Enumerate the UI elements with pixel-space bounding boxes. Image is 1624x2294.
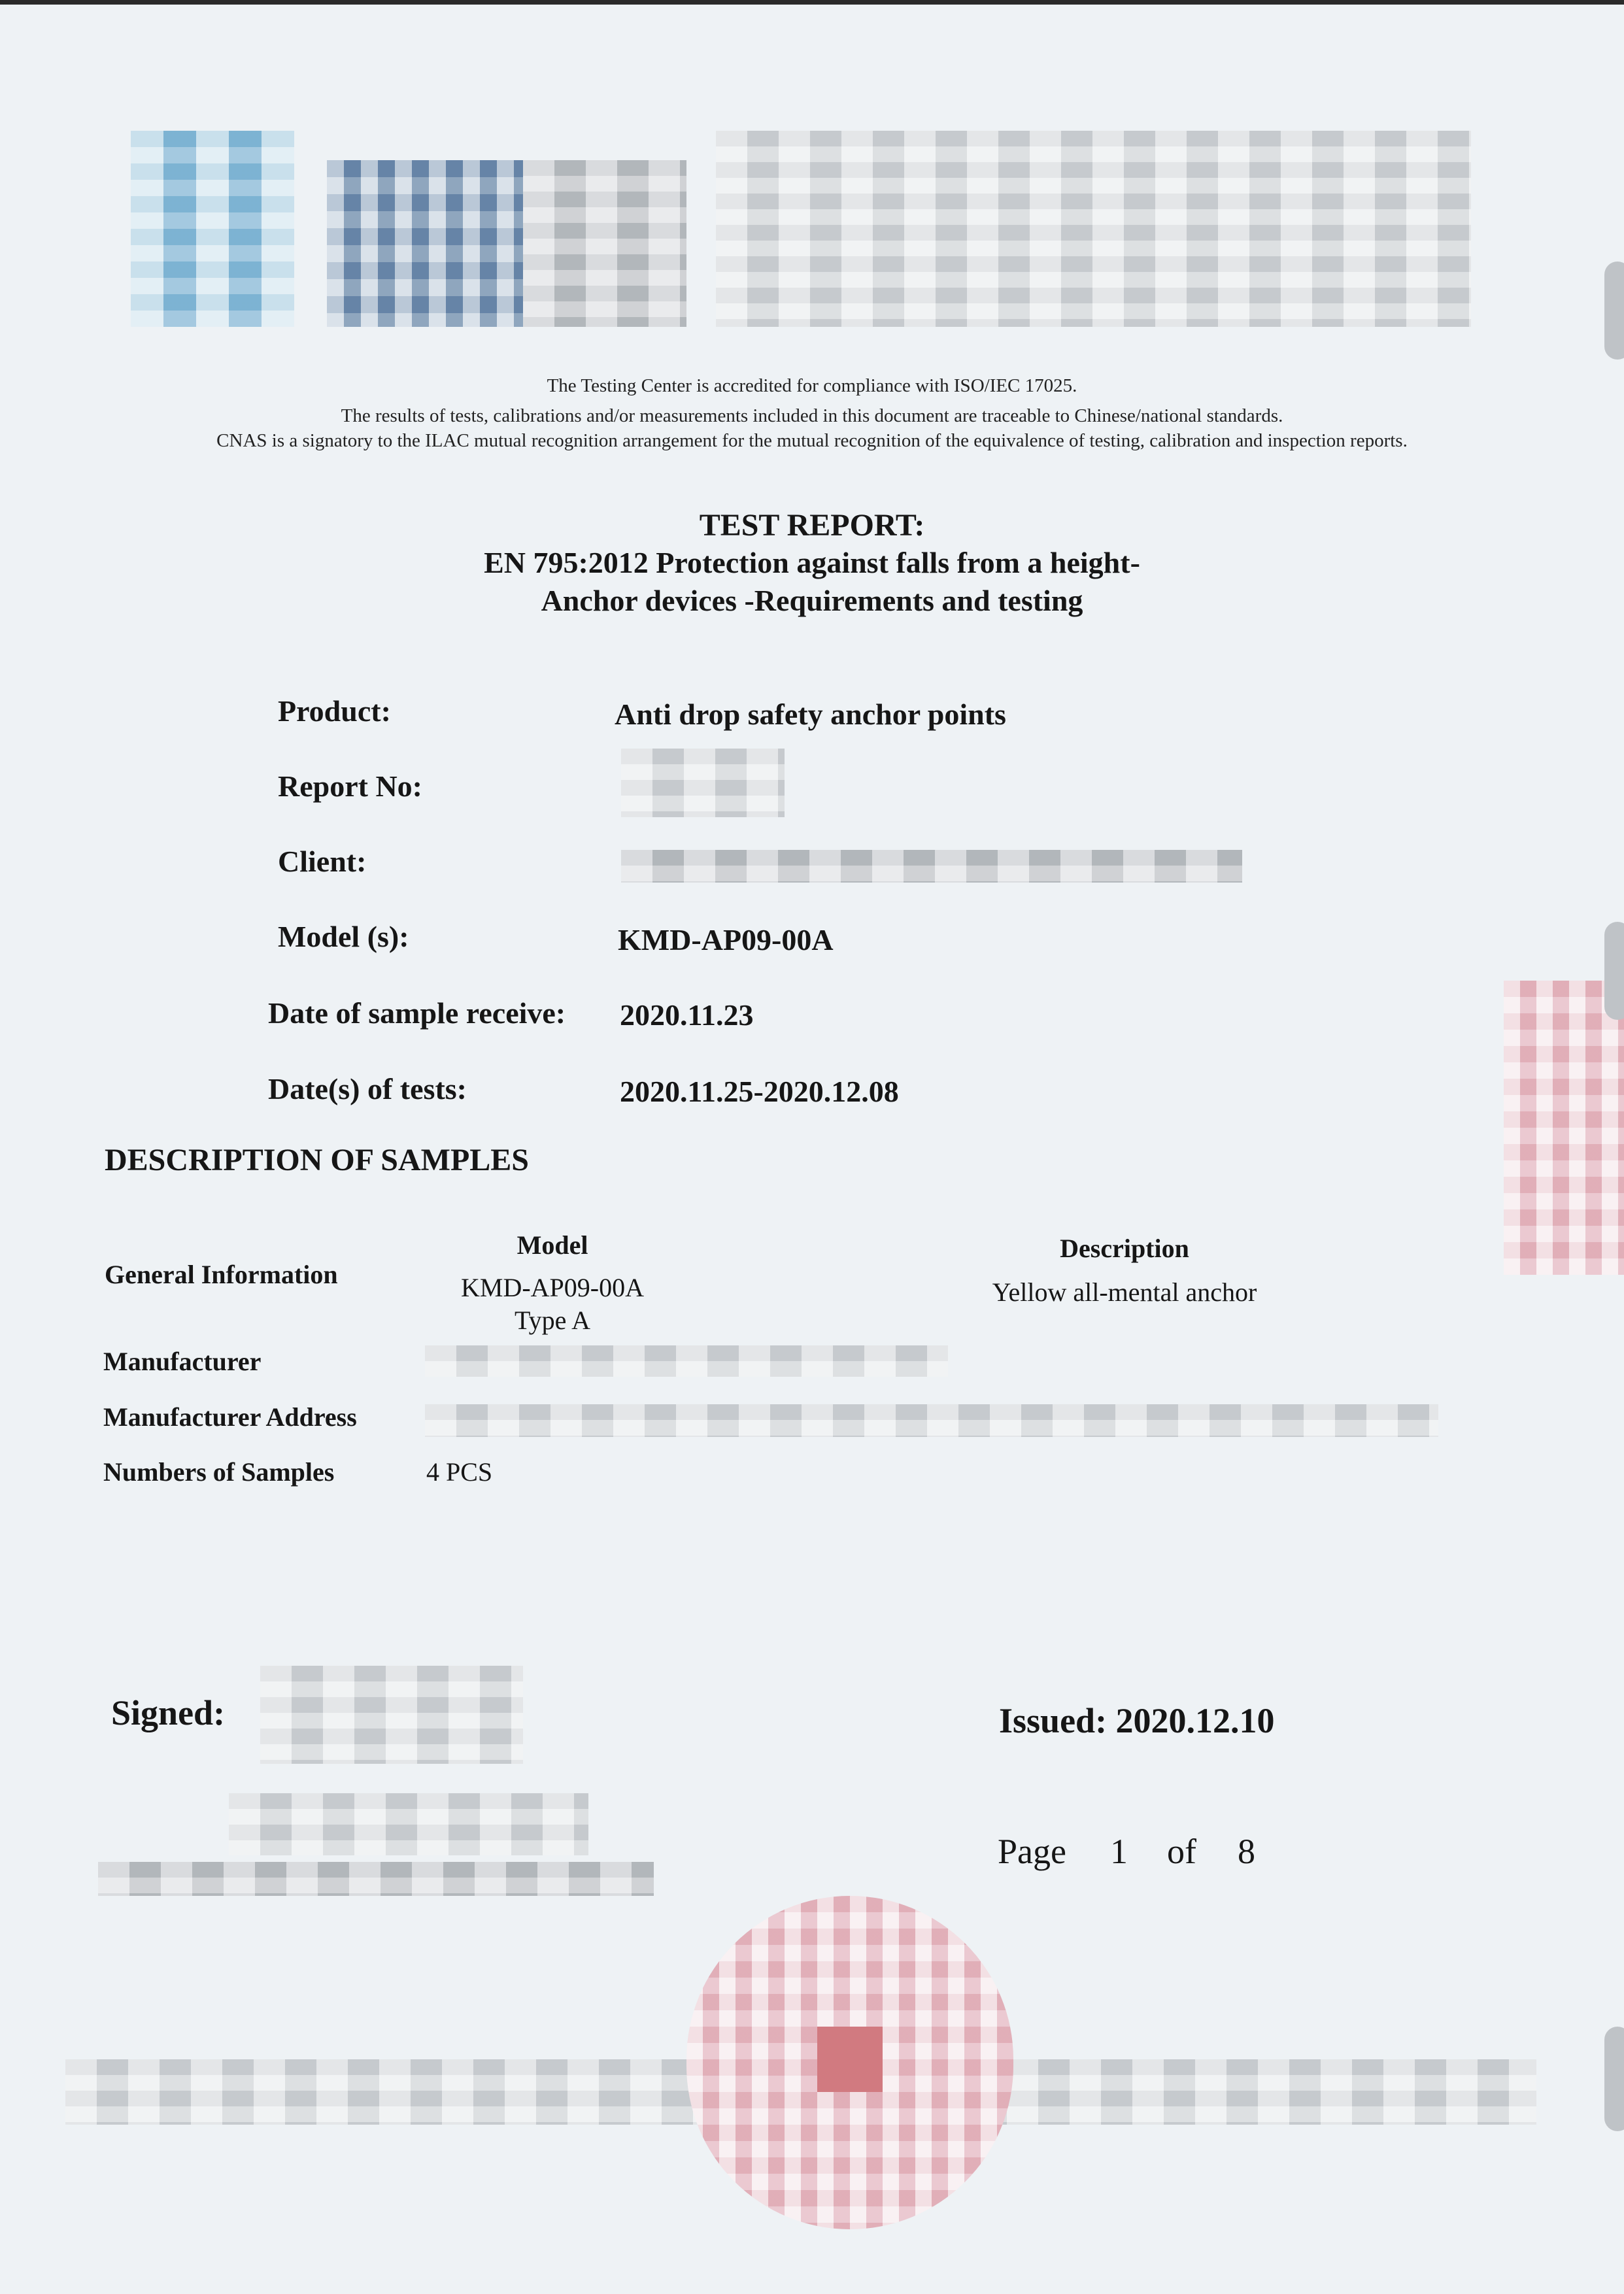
- report-no-label: Report No:: [278, 769, 422, 803]
- redacted-manufacturer: [425, 1345, 948, 1377]
- redacted-logo-mark: [523, 160, 686, 327]
- redacted-signature: [260, 1666, 523, 1764]
- client-label: Client:: [278, 845, 367, 878]
- redacted-signature-stroke: [229, 1793, 588, 1855]
- report-standard-line-2: Anchor devices -Requirements and testing: [541, 584, 1083, 617]
- scan-top-edge: [0, 0, 1624, 5]
- redacted-lab-name: [716, 131, 1471, 327]
- redacted-cnas-logo: [327, 160, 523, 327]
- sample-description-value: Yellow all-mental anchor: [992, 1277, 1257, 1307]
- redacted-manufacturer-address: [425, 1404, 1438, 1437]
- scan-edge-mark: [1604, 261, 1624, 360]
- product-value: Anti drop safety anchor points: [615, 698, 1006, 731]
- manufacturer-label: Manufacturer: [103, 1347, 262, 1376]
- model-column-header: Model: [516, 1230, 588, 1260]
- model-value: KMD-AP09-00A: [618, 923, 834, 956]
- sample-model-type: Type A: [514, 1306, 591, 1335]
- general-information-label: General Information: [105, 1260, 338, 1289]
- page-word: Page: [998, 1832, 1066, 1871]
- scan-edge-mark: [1604, 2027, 1624, 2131]
- samples-heading: DESCRIPTION OF SAMPLES: [105, 1143, 529, 1177]
- date-tests-label: Date(s) of tests:: [268, 1072, 467, 1105]
- redacted-stamp-edge: [1504, 981, 1624, 1275]
- seal-center-mark: [817, 2027, 883, 2092]
- redacted-logo-left: [131, 131, 294, 327]
- report-standard-line-1: EN 795:2012 Protection against falls from a height-: [484, 546, 1140, 579]
- model-label: Model (s):: [278, 920, 409, 953]
- description-column-header: Description: [1060, 1234, 1189, 1263]
- date-receive-label: Date of sample receive:: [268, 996, 566, 1030]
- signed-label: Signed:: [111, 1693, 226, 1732]
- redacted-report-no: [621, 749, 785, 817]
- manufacturer-address-label: Manufacturer Address: [103, 1402, 357, 1432]
- numbers-of-samples-value: 4 PCS: [426, 1457, 493, 1487]
- numbers-of-samples-label: Numbers of Samples: [103, 1457, 335, 1487]
- date-receive-value: 2020.11.23: [620, 998, 754, 1032]
- page-current: 1: [1110, 1832, 1128, 1871]
- date-tests-value: 2020.11.25-2020.12.08: [620, 1075, 899, 1108]
- accreditation-line-3: CNAS is a signatory to the ILAC mutual recognition arrangement for the mutual recognition of the equivalence of testing, calibration and inspection reports.: [216, 430, 1408, 451]
- redacted-signer-name: [98, 1862, 654, 1896]
- redacted-client: [621, 850, 1242, 883]
- scan-edge-mark: [1604, 922, 1624, 1020]
- sample-model-value: KMD-AP09-00A: [461, 1273, 644, 1302]
- issued-date: Issued: 2020.12.10: [999, 1701, 1275, 1740]
- page-of-word: of: [1167, 1832, 1196, 1871]
- accreditation-line-2: The results of tests, calibrations and/or measurements included in this document are traceable to Chinese/national standards.: [341, 405, 1283, 426]
- report-title: TEST REPORT:: [699, 508, 925, 543]
- accreditation-line-1: The Testing Center is accredited for compliance with ISO/IEC 17025.: [547, 375, 1077, 396]
- page-total: 8: [1238, 1832, 1255, 1871]
- product-label: Product:: [278, 694, 391, 728]
